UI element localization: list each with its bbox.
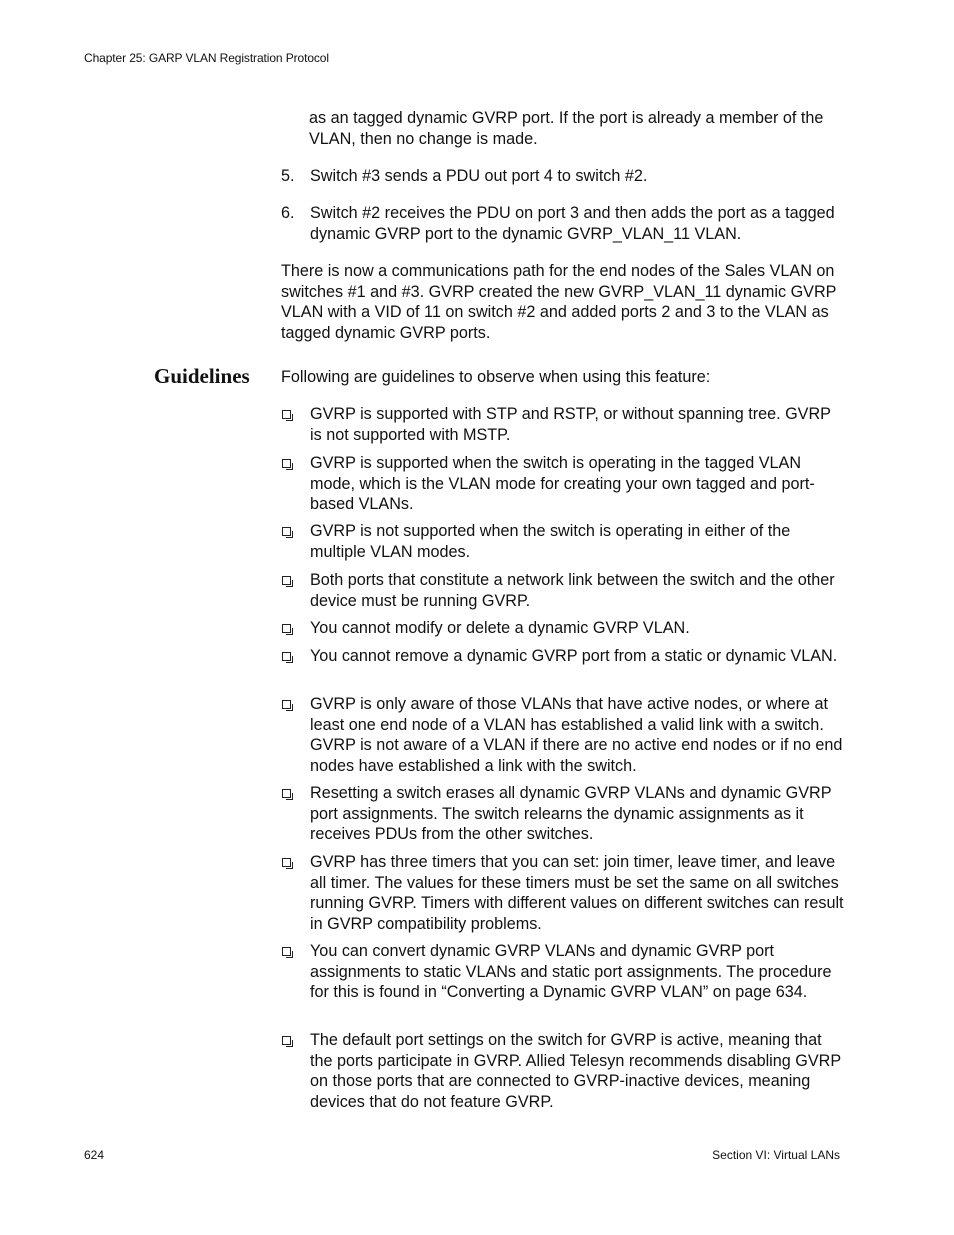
step-number: 6. — [281, 204, 295, 222]
summary-paragraph: There is now a communications path for the end nodes of the Sales VLAN on switches #1 and #3. GVRP created the new GVRP_VLAN_11 dynamic GVRP VLAN with a VID of 11 on switch #2 and added ports 2 and 3 to the VLAN as tagged dynamic GVRP ports. — [281, 262, 837, 342]
checkbox-bullet-icon — [282, 858, 291, 867]
checkbox-bullet-icon — [282, 789, 291, 798]
running-header: Chapter 25: GARP VLAN Registration Protocol — [84, 51, 329, 65]
checkbox-bullet-icon — [282, 459, 291, 468]
section-footer: Section VI: Virtual LANs — [712, 1148, 840, 1162]
continuation-paragraph: as an tagged dynamic GVRP port. If the port is already a member of the VLAN, then no change is made. — [309, 109, 824, 148]
checkbox-bullet-icon — [282, 576, 291, 585]
checkbox-bullet-icon — [282, 527, 291, 536]
step-number: 5. — [281, 167, 295, 185]
checkbox-bullet-icon — [282, 624, 291, 633]
checkbox-bullet-icon — [282, 1036, 291, 1045]
section-heading: Guidelines — [154, 364, 250, 388]
step-text: Switch #2 receives the PDU on port 3 and then adds the port as a tagged dynamic GVRP port to the dynamic GVRP_VLAN_11 VLAN. — [310, 204, 835, 243]
guidelines-intro: Following are guidelines to observe when using this feature: — [281, 368, 711, 386]
step-text: Switch #3 sends a PDU out port 4 to switch #2. — [310, 167, 648, 185]
checkbox-bullet-icon — [282, 410, 291, 419]
checkbox-bullet-icon — [282, 652, 291, 661]
checkbox-bullet-icon — [282, 700, 291, 709]
page-number: 624 — [84, 1148, 105, 1162]
checkbox-bullet-icon — [282, 947, 291, 956]
